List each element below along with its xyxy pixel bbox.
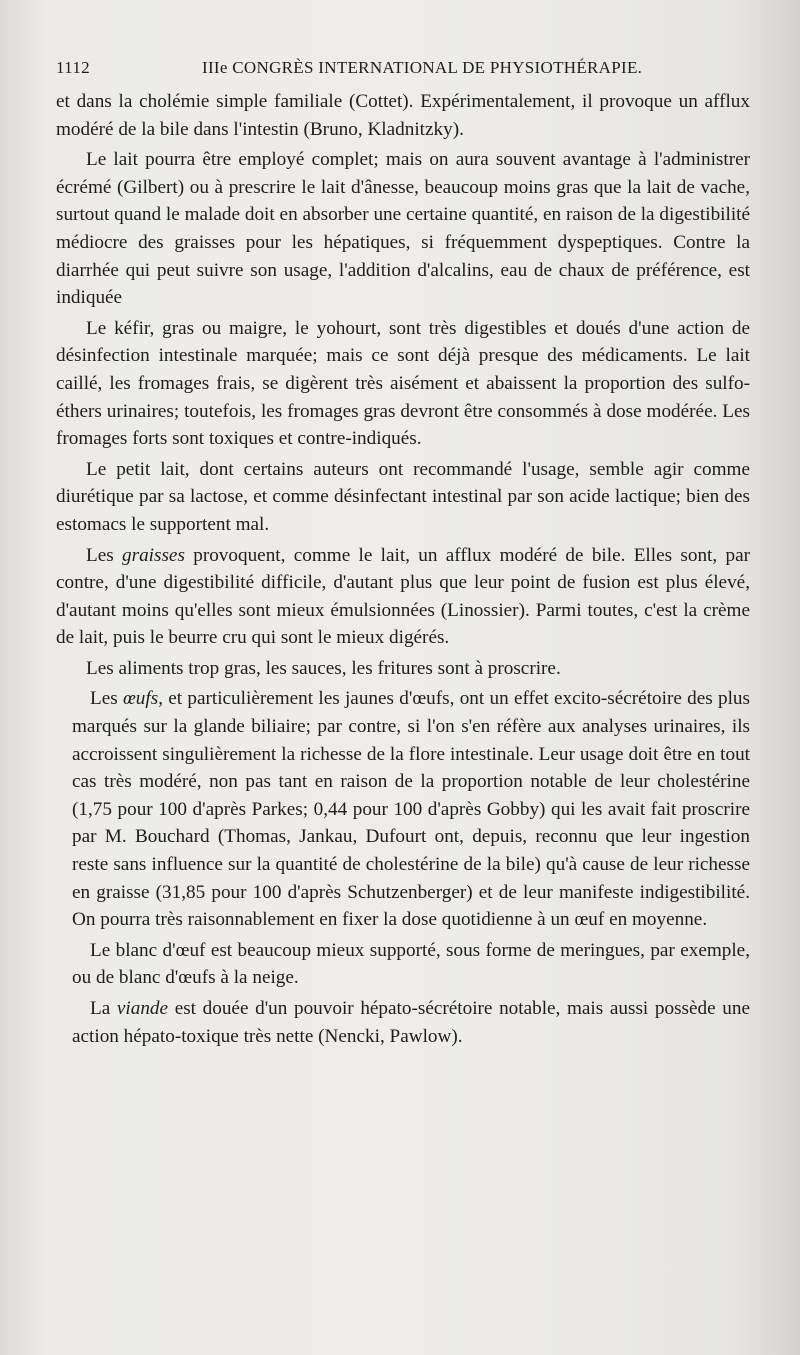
page-number: 1112: [56, 58, 90, 77]
paragraph-blanc-oeuf: [56, 937, 750, 992]
paragraph-petit-lait: [56, 456, 750, 539]
paragraph-text: Les aliments trop gras, les sauces, les fritures sont à proscrire.: [86, 657, 561, 679]
emphasis-graisses: graisses: [122, 544, 185, 566]
paragraph-text: et dans la cholémie simple familiale (Cottet). Expérimentalement, il provoque un afflux modéré de la bile dans l'intestin (Bruno, Kladnitzky).: [56, 91, 750, 140]
paragraph-oeufs: [56, 685, 750, 933]
paragraph-text: Le kéfir, gras ou maigre, le yohourt, sont très digestibles et doués d'une action de désinfection intestinale marquée; mais ce sont déjà presque des médicaments. Le lait caillé, les fromages frais, se digèrent très aisément et abaissent la proportion des sulfo-éthers urinaires; toutefois, les fromages gras devront être consommés à dose modérée. Les fromages forts sont toxiques et contre-indiqués.: [56, 317, 750, 450]
paragraph-lait: [56, 146, 750, 312]
paragraph-viande: [56, 995, 750, 1050]
running-header: [56, 58, 746, 86]
running-title: IIIe CONGRÈS INTERNATIONAL DE PHYSIOTHÉRAPIE.: [202, 58, 643, 77]
paragraph-text: est douée d'un pouvoir hépato-sécrétoire notable, mais aussi possède une action hépato-toxique très nette (Nencki, Pawlow).: [72, 998, 750, 1047]
emphasis-viande: viande: [116, 998, 169, 1019]
paragraph-text: Le petit lait, dont certains auteurs ont recommandé l'usage, semble agir comme diurétique par sa lactose, et comme désinfectant intestinal par son acide lactique; bien des estomacs le supportent mal.: [56, 458, 750, 535]
paragraph-kefir: [56, 315, 750, 453]
emphasis-oeufs: œufs: [122, 688, 159, 710]
paragraph-text: provoquent, comme le lait, un afflux modéré de bile. Elles sont, par contre, d'une digestibilité difficile, d'autant plus que leur point de fusion est plus élevé, d'autant moins qu'elles sont mieux émulsionnées (Linossier). Parmi toutes, c'est la crème de lait, puis le beurre cru qui sont le mieux digérés.: [56, 544, 750, 649]
paragraph-text: , et particulièrement les jaunes d'œufs, ont un effet excito-sécrétoire des plus marqués sur la glande biliaire; par contre, si l'on s'en réfère aux analyses urinaires, ils accroissent singulièrement la richesse de la flore intestinale. Leur usage doit être en tout cas très modéré, non pas tant en raison de la proportion notable de leur cholestérine (1,75 pour 100 d'après Parkes; 0,44 pour 100 d'après Gobby) qui les avait fait proscrire par M. Bouchard (Thomas, Jankau, Dufourt ont, depuis, reconnu que leur ingestion reste sans influence sur la quantité de cholestérine de la bile) qu'à cause de leur richesse en graisse (31,85 pour 100 d'après Schutzenberger) et de leur manifeste indigestibilité. On pourra très raisonnablement en fixer la dose quotidienne à un œuf en moyenne.: [72, 688, 750, 931]
paragraph-graisses: [56, 542, 750, 652]
paragraph-text: Le lait pourra être employé complet; mais on aura souvent avantage à l'administrer écrémé (Gilbert) ou à prescrire le lait d'ânesse, beaucoup moins gras que la lait de vache, surtout quand le malade doit en absorber une certaine quantité, en raison de la digestibilité médiocre des graisses pour les hépatiques, si fréquemment dyspeptiques. Contre la diarrhée qui peut suivre son usage, l'addition d'alcalins, eau de chaux de préférence, est indiquée: [56, 149, 750, 309]
paragraph-bile-intro: [56, 88, 750, 143]
paragraph-lead: Les: [90, 688, 123, 710]
paragraph-lead: La: [90, 998, 117, 1019]
body-text: [56, 88, 750, 1050]
paragraph-text: Le blanc d'œuf est beaucoup mieux supporté, sous forme de meringues, par exemple, ou de blanc d'œufs à la neige.: [72, 939, 750, 989]
paragraph-lead: Les: [86, 544, 123, 566]
paragraph-aliments-gras: [56, 655, 750, 683]
